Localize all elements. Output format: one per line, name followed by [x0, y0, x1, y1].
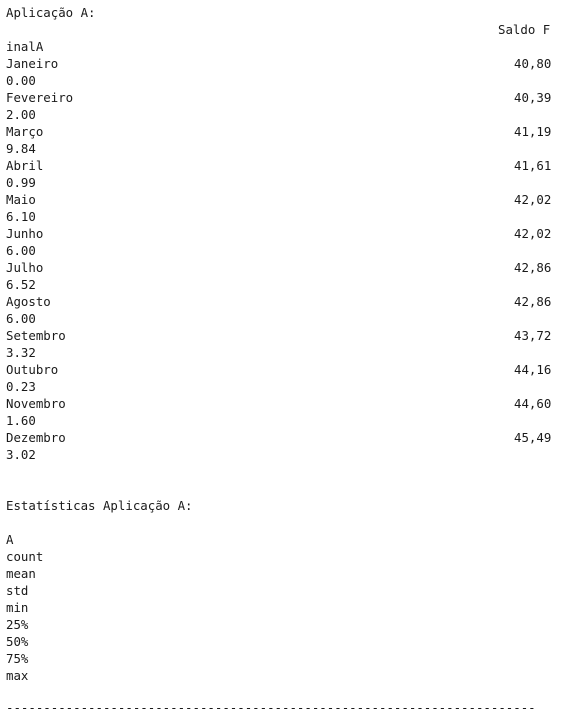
stat-label: 25% — [6, 617, 29, 632]
cell-saldo-final: 44,60 — [514, 396, 552, 411]
stat-label: 50% — [6, 634, 29, 649]
stat-label: std — [6, 583, 29, 598]
cell-saldo-final-wrap: 0.99 — [6, 175, 36, 190]
separator-line: ----------------------------------------------------------------------- — [6, 700, 536, 715]
cell-saldo-final-wrap: 2.00 — [6, 107, 36, 122]
stats-title: Estatísticas Aplicação A: — [6, 498, 193, 513]
cell-saldo-final: 45,49 — [514, 430, 552, 445]
cell-saldo-final-wrap: 3.32 — [6, 345, 36, 360]
cell-saldo-final: 42,02 — [514, 192, 552, 207]
stat-label: count — [6, 549, 44, 564]
row-month: Março — [6, 124, 44, 139]
cell-saldo-final: 43,72 — [514, 328, 552, 343]
row-month: Novembro — [6, 396, 66, 411]
cell-saldo-final: 42,86 — [514, 260, 552, 275]
row-month: Julho — [6, 260, 44, 275]
row-month: Janeiro — [6, 56, 59, 71]
row-month: Fevereiro — [6, 90, 74, 105]
stat-label: mean — [6, 566, 36, 581]
cell-saldo-final-wrap: 3.02 — [6, 447, 36, 462]
cell-saldo-final-wrap: 0.00 — [6, 73, 36, 88]
row-month: Outubro — [6, 362, 59, 377]
cell-saldo-final: 40,39 — [514, 90, 552, 105]
cell-saldo-final: 41,61 — [514, 158, 552, 173]
cell-saldo-final: 44,16 — [514, 362, 552, 377]
cell-saldo-final: 42,86 — [514, 294, 552, 309]
cell-saldo-final-wrap: 1.60 — [6, 413, 36, 428]
column-header-wrap: inalA — [6, 39, 44, 54]
row-month: Junho — [6, 226, 44, 241]
row-month: Abril — [6, 158, 44, 173]
cell-saldo-final-wrap: 6.10 — [6, 209, 36, 224]
cell-saldo-final-wrap: 6.52 — [6, 277, 36, 292]
cell-saldo-final-wrap: 6.00 — [6, 243, 36, 258]
column-header: Saldo F — [498, 22, 551, 37]
cell-saldo-final-wrap: 0.23 — [6, 379, 36, 394]
stat-label: max — [6, 668, 29, 683]
column-header-wrap: A — [6, 532, 14, 547]
cell-saldo-final: 42,02 — [514, 226, 552, 241]
cell-saldo-final-wrap: 6.00 — [6, 311, 36, 326]
cell-saldo-final: 41,19 — [514, 124, 552, 139]
section-a-title: Aplicação A: — [6, 5, 96, 20]
row-month: Agosto — [6, 294, 51, 309]
stat-label: min — [6, 600, 29, 615]
row-month: Dezembro — [6, 430, 66, 445]
cell-saldo-final: 40,80 — [514, 56, 552, 71]
cell-saldo-final-wrap: 9.84 — [6, 141, 36, 156]
row-month: Setembro — [6, 328, 66, 343]
stat-label: 75% — [6, 651, 29, 666]
row-month: Maio — [6, 192, 36, 207]
